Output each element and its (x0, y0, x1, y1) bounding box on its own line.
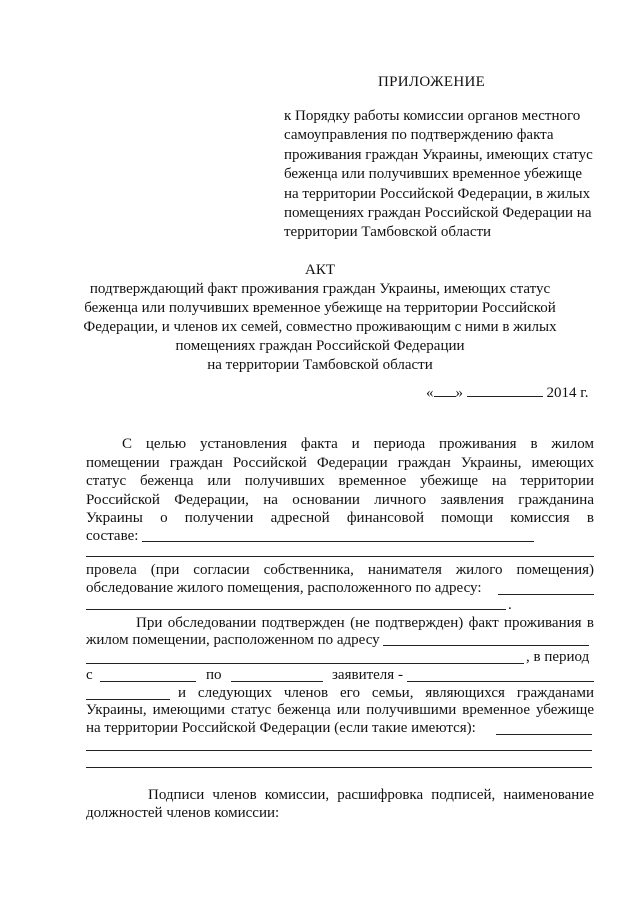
appendix-line-5: на территории Российской Федерации, в жилых (284, 185, 591, 202)
purpose-line-1: С целью установления факта и периода проживания в жилом (122, 436, 594, 452)
composition-field[interactable] (142, 541, 534, 542)
appendix-line-1: к Порядку работы комиссии органов местного (284, 108, 581, 124)
act-subtitle-line-1: подтверждающий факт проживания граждан Украины, имеющих статус (89, 281, 551, 297)
act-subtitle-line-4: помещениях граждан Российской Федерации (175, 338, 465, 354)
day-blank[interactable] (434, 385, 456, 397)
family-line-1: Украины, имеющими статус беженца или получившими временное убежище (86, 702, 594, 718)
appendix-line-7: территории Тамбовской области (284, 224, 492, 241)
to-date-field[interactable] (231, 681, 323, 682)
period-label: , в период (526, 649, 590, 665)
open-quote: « (426, 385, 434, 401)
applicant-label: заявителя - (332, 667, 403, 683)
address-label: обследование жилого помещения, расположенного по адресу: (86, 580, 482, 596)
composition-field-2[interactable] (86, 556, 594, 557)
act-title: АКТ (305, 262, 335, 278)
inspection-line-1: провела (при согласии собственника, нанимателя жилого помещения) (86, 562, 594, 578)
family-line-1: и следующих членов его семьи, являющихся гражданами (178, 685, 594, 701)
purpose-line-4: Российской Федерации, на основании личного заявления гражданина (86, 491, 594, 508)
to-label: по (206, 667, 222, 683)
address-field[interactable] (498, 594, 594, 595)
year: 2014 г. (546, 385, 589, 401)
confirm-line-2: жилом помещении, расположенном по адресу (86, 632, 380, 648)
family-last-line: на территории Российской Федерации (если такие имеются): (86, 720, 476, 736)
residence-address-field[interactable] (383, 645, 589, 646)
purpose-line-3: статус беженца или получивших временное убежище на территории (86, 473, 594, 490)
signatures-line-2: должностей членов комиссии: (86, 805, 280, 821)
period-dot: . (508, 597, 512, 613)
date-line (426, 385, 588, 402)
applicant-field-2[interactable] (86, 699, 170, 700)
close-quote: » (455, 385, 463, 401)
applicant-field[interactable] (407, 681, 594, 682)
appendix-title: ПРИЛОЖЕНИЕ (378, 74, 486, 90)
purpose-line-5: Украины о получении адресной финансовой помощи комиссия в (86, 510, 594, 527)
composition-label: составе: (86, 528, 139, 544)
month-blank[interactable] (467, 385, 543, 397)
confirm-line-1: При обследовании подтвержден (не подтвержден) факт проживания в (136, 615, 594, 631)
signatures-line-1: Подписи членов комиссии, расшифровка подписей, наименование (148, 787, 594, 803)
purpose-line-2: помещении граждан Российской Федерации граждан Украины, имеющих (86, 454, 594, 471)
family-members-field-3[interactable] (86, 767, 592, 768)
family-members-field[interactable] (496, 734, 592, 735)
appendix-line-2: самоуправления по подтверждению факта (284, 127, 554, 144)
from-date-field[interactable] (100, 681, 196, 682)
appendix-line-3: проживания граждан Украины, имеющих статус (284, 146, 593, 163)
from-label: с (86, 667, 93, 683)
act-subtitle-line-2: беженца или получивших временное убежище на территории Российской (84, 300, 556, 316)
appendix-line-6: помещениях граждан Российской Федерации на (284, 205, 592, 221)
family-members-field-2[interactable] (86, 750, 592, 751)
residence-address-field-2[interactable] (86, 663, 524, 664)
act-subtitle-line-5: на территории Тамбовской области (207, 357, 433, 373)
address-field-2[interactable] (86, 609, 506, 610)
appendix-line-4: беженца или получивших временное убежище (284, 166, 582, 183)
act-subtitle-line-3: Федерации, и членов их семей, совместно проживающим с ними в жилых (83, 319, 557, 335)
